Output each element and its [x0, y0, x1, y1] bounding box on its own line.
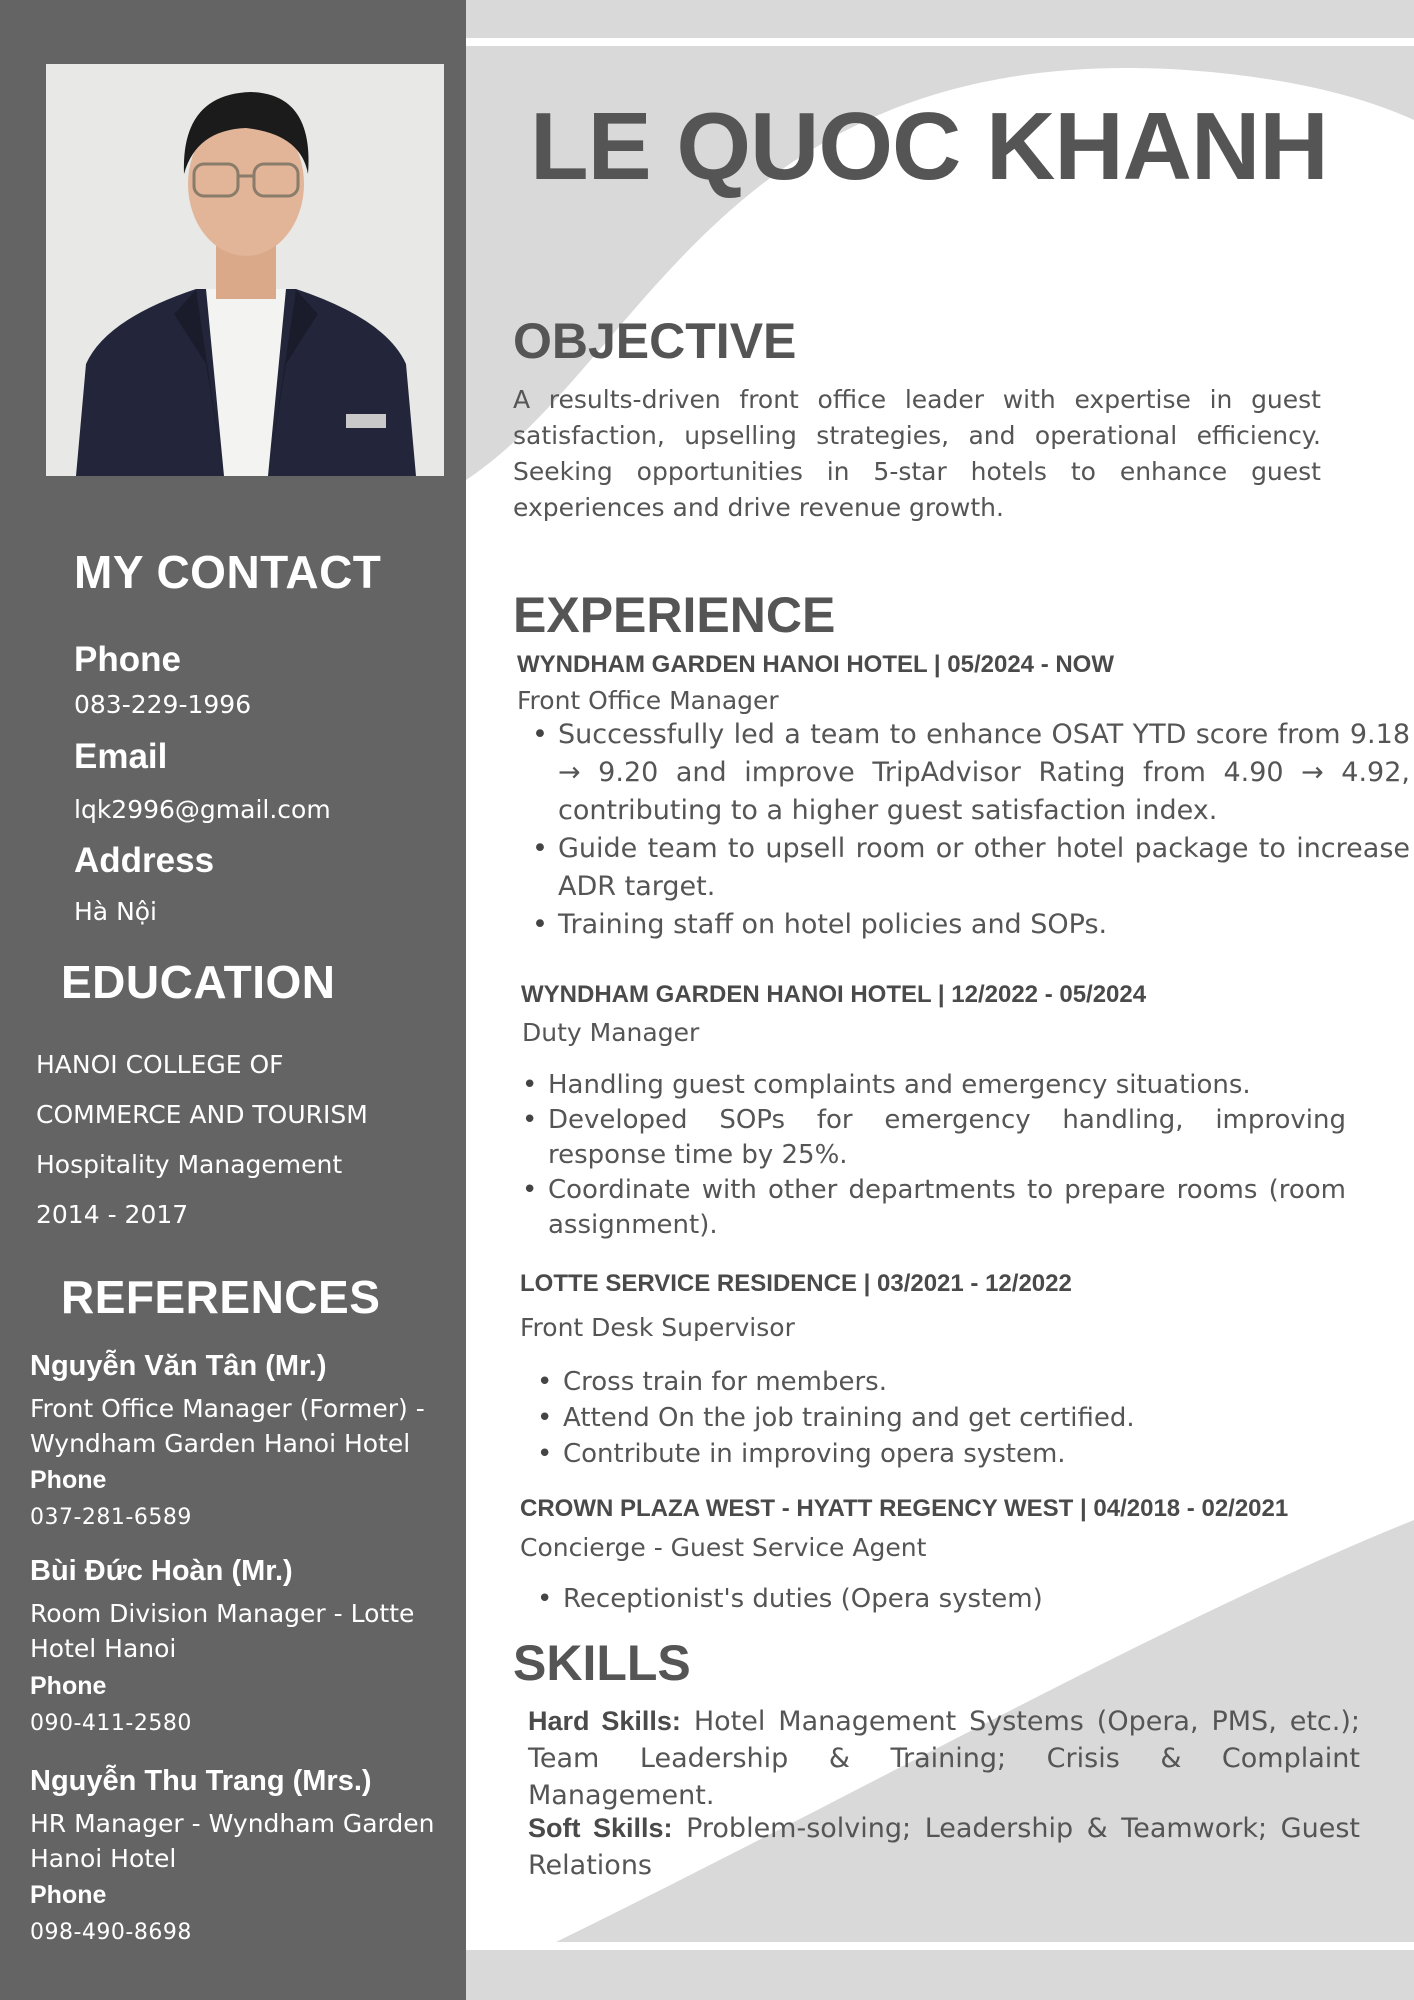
objective-text: A results-driven front office leader with expertise in guest satisfaction, upselling strategies, and operational efficiency. Seeking opportunities in 5-star hotels to enhance guest experiences and drive revenue growth. — [513, 385, 1321, 522]
reference-role: HR Manager - Wyndham Garden Hanoi Hotel — [30, 1809, 435, 1873]
reference-role: Room Division Manager - Lotte Hotel Hanoi — [30, 1599, 415, 1663]
candidate-name: LE QUOC KHANH — [530, 93, 1328, 200]
reference-role: Front Office Manager (Former) - Wyndham Garden Hanoi Hotel — [30, 1394, 425, 1458]
job-header: LOTTE SERVICE RESIDENCE | 03/2021 - 12/2022 — [520, 1270, 1072, 1297]
job-role: Front Office Manager — [517, 686, 779, 715]
job-role: Front Desk Supervisor — [520, 1313, 795, 1342]
education-heading: EDUCATION — [61, 956, 336, 1008]
reference-name: Bùi Đức Hoàn (Mr.) — [30, 1555, 293, 1587]
list-item: • Coordinate with other departments to prepare rooms (room assignment). — [548, 1173, 1346, 1243]
reference-phone: 037-281-6589 — [30, 1505, 192, 1530]
sidebar — [0, 0, 466, 2000]
job-header: WYNDHAM GARDEN HANOI HOTEL | 12/2022 - 05/2024 — [521, 981, 1147, 1008]
job-bullets — [508, 1068, 1346, 1243]
job-role: Concierge - Guest Service Agent — [520, 1533, 927, 1562]
address-value: Hà Nội — [74, 897, 158, 926]
job-role: Duty Manager — [522, 1018, 700, 1047]
contact-heading: MY CONTACT — [74, 546, 382, 598]
objective-heading: OBJECTIVE — [513, 313, 797, 369]
hard-skills-label: Hard Skills: — [528, 1706, 681, 1736]
list-item: • Receptionist's duties (Opera system) — [563, 1581, 1323, 1617]
soft-skills-text: Problem-solving; Leadership & Teamwork; Guest Relations — [528, 1813, 1360, 1881]
job-bullets — [518, 716, 1410, 944]
list-item: • Training staff on hotel policies and SOPs. — [558, 906, 1410, 944]
reference-name: Nguyễn Thu Trang (Mrs.) — [30, 1765, 372, 1797]
list-item: • Successfully led a team to enhance OSAT YTD score from 9.18 → 9.20 and improve TripAdvisor Rating from 4.90 → 4.92, contributing to a higher guest satisfaction index. — [558, 716, 1410, 830]
hard-skills — [528, 1703, 1360, 1814]
job-bullets — [523, 1581, 1323, 1617]
list-item: • Guide team to upsell room or other hotel package to increase ADR target. — [558, 830, 1410, 906]
list-item: • Contribute in improving opera system. — [563, 1436, 1323, 1472]
reference-phone: 090-411-2580 — [30, 1711, 192, 1736]
education-line: COMMERCE AND TOURISM — [36, 1100, 368, 1129]
education-line: Hospitality Management — [36, 1150, 343, 1179]
hard-skills-text: Hotel Management Systems (Opera, PMS, etc.); Team Leadership & Training; Crisis & Complaint Management. — [528, 1706, 1360, 1811]
reference-phone: 098-490-8698 — [30, 1920, 192, 1945]
education-line: 2014 - 2017 — [36, 1200, 189, 1229]
list-item: • Handling guest complaints and emergency situations. — [548, 1068, 1346, 1103]
reference-phone-label: Phone — [30, 1466, 107, 1494]
phone-label: Phone — [74, 640, 181, 679]
list-item: • Attend On the job training and get certified. — [563, 1400, 1323, 1436]
job-header: WYNDHAM GARDEN HANOI HOTEL | 05/2024 - NOW — [517, 651, 1114, 678]
job-bullets — [523, 1364, 1323, 1472]
reference-phone-label: Phone — [30, 1672, 107, 1700]
soft-skills — [528, 1810, 1360, 1884]
list-item: • Developed SOPs for emergency handling, improving response time by 25%. — [548, 1103, 1346, 1173]
education-line: HANOI COLLEGE OF — [36, 1050, 284, 1079]
profile-photo — [46, 64, 444, 476]
address-label: Address — [74, 841, 215, 880]
skills-heading: SKILLS — [513, 1635, 691, 1691]
references-heading: REFERENCES — [61, 1271, 381, 1323]
email-value[interactable]: lqk2996@gmail.com — [74, 795, 331, 824]
job-header: CROWN PLAZA WEST - HYATT REGENCY WEST | 04/2018 - 02/2021 — [520, 1495, 1289, 1522]
soft-skills-label: Soft Skills: — [528, 1813, 673, 1843]
reference-phone-label: Phone — [30, 1881, 107, 1909]
reference-name: Nguyễn Văn Tân (Mr.) — [30, 1350, 327, 1382]
list-item: • Cross train for members. — [563, 1364, 1323, 1400]
experience-heading: EXPERIENCE — [513, 587, 836, 643]
phone-value: 083-229-1996 — [74, 690, 252, 719]
email-label: Email — [74, 737, 168, 776]
